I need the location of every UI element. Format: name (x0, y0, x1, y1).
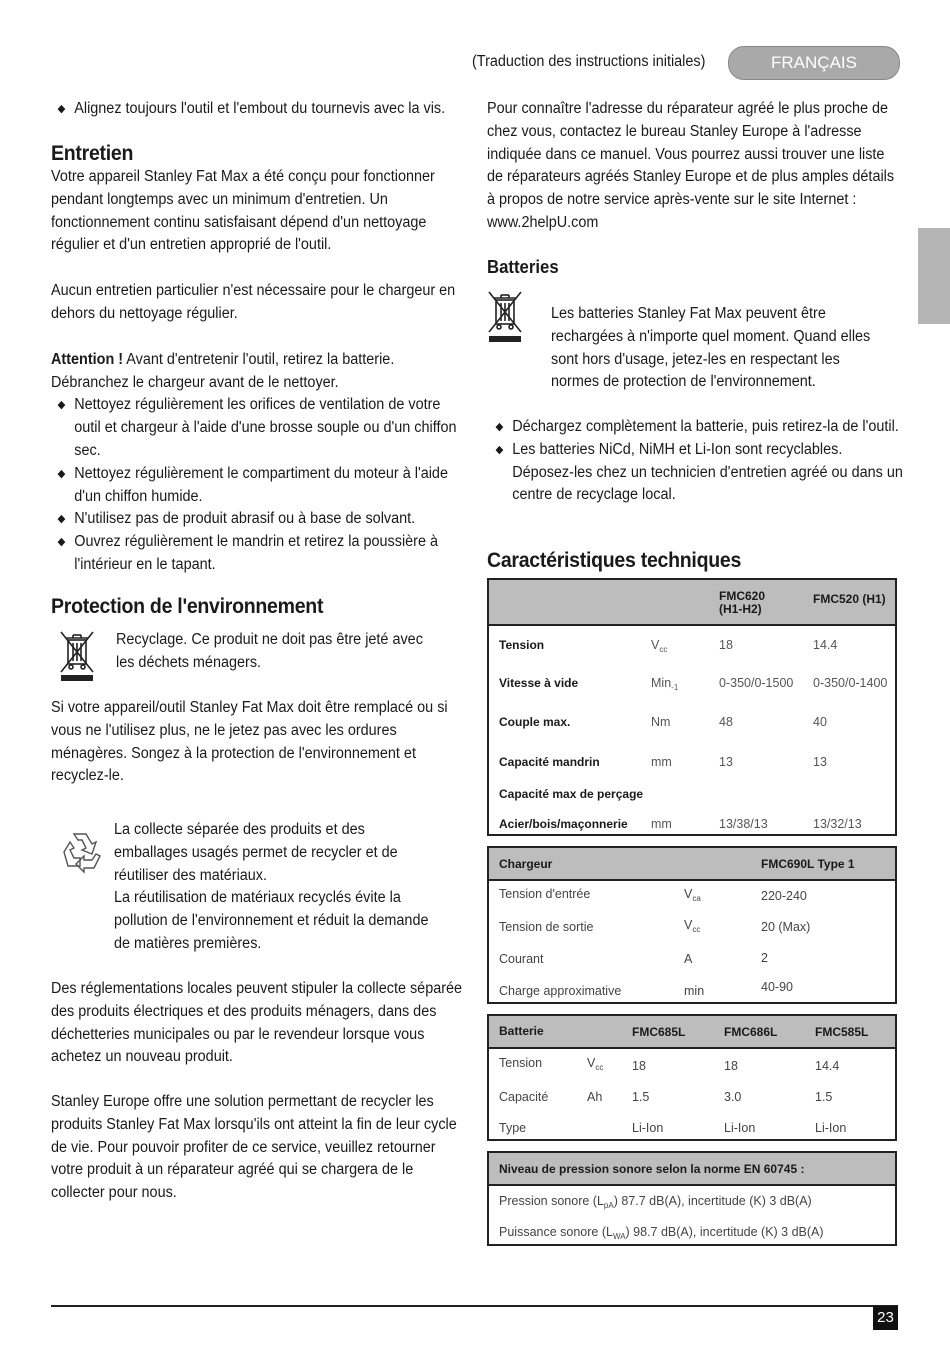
row-label: Courant (499, 952, 544, 966)
table-row (489, 664, 895, 703)
table-cell: 14.4 (813, 638, 838, 652)
attention-paragraph (51, 349, 465, 395)
row-unit: Ah (587, 1090, 603, 1104)
row-label: Type (499, 1121, 527, 1135)
environment-p3: Stanley Europe offre une solution permettant de recycler les produits Stanley Fat Max lorsqu'ils ont atteint la fin de leur cycle de vie. Pour pouvoir profiter de ce service, veuillez retourner votre produit à un réparateur agréé qui se chargera de le collecter pour nous. (51, 1093, 457, 1202)
battery-spec-table (487, 1014, 897, 1141)
left-column (51, 98, 465, 121)
row-label: Capacité max de perçage (499, 787, 644, 801)
table-cell: 13 (719, 755, 733, 769)
row-unit: mm (651, 755, 672, 769)
table-cell: Li-Ion (632, 1121, 664, 1135)
column-header: Batterie (499, 1024, 544, 1038)
row-unit: $V_{cc}$ (651, 638, 668, 654)
table-header (489, 580, 895, 626)
batteries-title: Batteries (487, 257, 559, 277)
environment-p2: Des réglementations locales peuvent stipuler la collecte séparée des produits électriques et des produits ménagers, dans des déchetteries municipales ou par le revendeur lorsque vous achetez un nouveau produit. (51, 980, 463, 1066)
sound-pressure-text: Pression sonore $(L_{pA})$ 87.7 dB(A), incertitude (K) 3 dB(A) (499, 1194, 812, 1210)
list-item: ◆ Nettoyez régulièrement le compartiment du moteur à l'aide d'un chiffon humide. (51, 463, 465, 509)
table-cell: 40 (813, 715, 827, 729)
page-number: 23 (873, 1306, 898, 1330)
table-row (489, 742, 895, 780)
list-item: ◆ Les batteries NiCd, NiMH et Li-Ion sont recyclables. Déposez-les chez un technicien d'entretien agréé ou dans un centre de recyclage local. (489, 439, 903, 507)
column-header: Chargeur (499, 857, 553, 871)
list-item: ◆ Ouvrez régulièrement le mandrin et retirez la poussière à l'intérieur en le tapant. (51, 531, 465, 577)
row-label: Charge approximative (499, 984, 622, 998)
recycle-icon (56, 828, 104, 879)
table-cell: 48 (719, 715, 733, 729)
table-cell: 0-350/0-1500 (719, 676, 794, 690)
table-row (489, 974, 895, 1005)
table-cell: Li-Ion (815, 1121, 847, 1135)
tool-spec-table (487, 578, 897, 836)
row-unit: Min$_{-1}$ (651, 676, 679, 692)
table-cell: 220-240 (761, 889, 807, 903)
row-unit: min (684, 984, 705, 998)
entretien-title: Entretien (51, 142, 134, 165)
batteries-text: Les batteries Stanley Fat Max peuvent être rechargées à n'importe quel moment. Quand elles sont hors d'usage, jetez-les en respectant les normes de protection de l'environnement. (551, 305, 871, 391)
table-cell: 40-90 (761, 980, 793, 994)
table-row (489, 810, 895, 840)
table-row (489, 703, 895, 742)
row-label: Tension d'entrée (499, 887, 591, 901)
table-row (489, 626, 895, 664)
table-cell: Li-Ion (724, 1121, 756, 1135)
row-unit: $V_{cc}$ (684, 918, 701, 934)
table-row (489, 1111, 895, 1142)
list-item: ◆ Déchargez complètement la batterie, puis retirez-la de l'outil. (489, 416, 903, 439)
row-label: Acier/bois/maçonnerie (499, 817, 628, 831)
row-label: Tension (499, 638, 545, 652)
column-header: FMC690L Type 1 (761, 857, 855, 871)
table-cell: 13/38/13 (719, 817, 768, 831)
column-header: FMC585L (815, 1025, 869, 1039)
row-unit: $V_{cc}$ (587, 1056, 604, 1072)
recycling-text: Recyclage. Ce produit ne doit pas être jeté avec les déchets ménagers. (116, 631, 423, 671)
table-row (489, 1186, 895, 1217)
table-row (489, 1049, 895, 1080)
table-cell: 1.5 (815, 1090, 833, 1104)
row-unit: mm (651, 817, 672, 831)
charger-spec-table (487, 846, 897, 1004)
repairer-paragraph: Pour connaître l'adresse du réparateur agréé le plus proche de chez vous, contactez le bureau Stanley Europe à l'adresse indiquée dans ce manuel. Vous pourrez aussi trouver une liste de réparateurs agréés Stanley Europe et de plus amples détails à propos de notre service après-vente sur le site Internet : www.2helpU.com (487, 100, 895, 231)
table-header (489, 1016, 895, 1049)
table-cell: 13/32/13 (813, 817, 862, 831)
entretien-p1: Votre appareil Stanley Fat Max a été conçu pour fonctionner pendant longtemps avec un minimum d'entretien. Un fonctionnement continu satisfaisant dépend d'un nettoyage régulier et d'un entretien approprié de l'outil. (51, 168, 435, 254)
table-header (489, 848, 895, 881)
table-cell: 18 (719, 638, 733, 652)
crossed-bin-icon (58, 628, 96, 687)
table-cell: 1.5 (632, 1090, 650, 1104)
table-cell: 20 (Max) (761, 920, 811, 934)
attention-label: Attention ! (51, 350, 124, 368)
entretien-p2: Aucun entretien particulier n'est nécessaire pour le chargeur en dehors du nettoyage régulier. (51, 282, 456, 322)
table-cell: 0-350/0-1400 (813, 676, 888, 690)
noise-spec-table (487, 1151, 897, 1246)
row-unit: Nm (651, 715, 671, 729)
attention-text: Avant d'entretenir l'outil, retirez la batterie. Débranchez le chargeur avant de le nettoyer. (51, 350, 395, 391)
table-cell: 2 (761, 951, 768, 965)
row-unit: A (684, 952, 693, 966)
side-tab (918, 228, 950, 324)
table-cell: 18 (632, 1059, 646, 1073)
table-cell: 13 (813, 755, 827, 769)
row-label: Vitesse à vide (499, 676, 579, 690)
collect-p2: La réutilisation de matériaux recyclés évite la pollution de l'environnement et réduit la demande de matières premières. (114, 889, 429, 952)
table-row (489, 912, 895, 943)
table-header (489, 1153, 895, 1186)
environment-p1: Si votre appareil/outil Stanley Fat Max doit être remplacé ou si vous ne l'utilisez plus, ne le jetez pas avec les ordures ménagères. Songez à la protection de l'environnement et recyclez-le. (51, 699, 448, 785)
table-cell: 18 (724, 1059, 738, 1073)
column-header: FMC620 (H1-H2) (719, 589, 766, 616)
header-subtitle: (Traduction des instructions initiales) (472, 53, 706, 70)
table-cell: 3.0 (724, 1090, 742, 1104)
list-item: ◆ Nettoyez régulièrement les orifices de ventilation de votre outil et chargeur à l'aide d'une brosse souple ou d'un chiffon sec. (51, 394, 465, 462)
list-item: ◆ N'utilisez pas de produit abrasif ou à base de solvant. (51, 508, 465, 531)
specs-title: Caractéristiques techniques (487, 549, 742, 572)
table-row (489, 881, 895, 912)
row-unit: $V_{ca}$ (684, 887, 701, 903)
sound-power-text: Puissance sonore $(L_{WA})$ 98.7 dB(A), incertitude (K) 3 dB(A) (499, 1225, 824, 1241)
language-tab: FRANÇAIS (728, 46, 900, 80)
batteries-bullets (489, 416, 903, 507)
entretien-section (51, 166, 465, 577)
column-header: FMC520 (H1) (813, 592, 886, 606)
environment-title: Protection de l'environnement (51, 595, 324, 618)
table-row (489, 943, 895, 974)
row-label: Capacité mandrin (499, 755, 600, 769)
column-header: FMC685L (632, 1025, 686, 1039)
collect-text (114, 819, 440, 956)
row-label: Capacité (499, 1090, 549, 1104)
table-cell: 14.4 (815, 1059, 840, 1073)
collect-p1: La collecte séparée des produits et des emballages usagés permet de recycler et de réutiliser des matériaux. (114, 821, 398, 884)
row-label: Tension (499, 1056, 543, 1070)
crossed-bin-icon (486, 288, 524, 349)
table-row (489, 1217, 895, 1248)
row-label: Couple max. (499, 715, 571, 729)
footer-rule (51, 1305, 898, 1307)
intro-bullet: ◆ Alignez toujours l'outil et l'embout du tournevis avec la vis. (51, 98, 465, 121)
column-header: FMC686L (724, 1025, 778, 1039)
table-row (489, 780, 895, 810)
row-label: Tension de sortie (499, 920, 594, 934)
column-header: Niveau de pression sonore selon la norme EN 60745 : (499, 1162, 805, 1176)
table-row (489, 1080, 895, 1111)
